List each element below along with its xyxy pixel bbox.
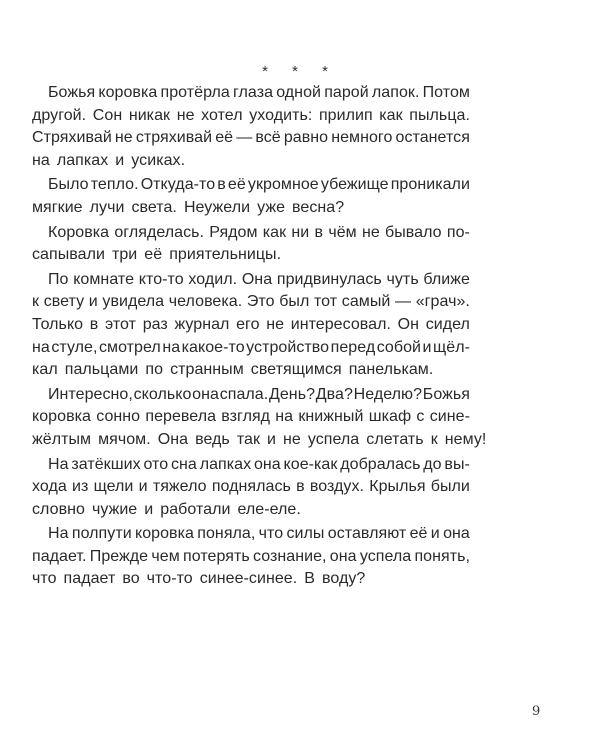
text-line: что падает во что-то синее-синее. В воду? — [32, 570, 366, 588]
text-line: на стуле, смотрел на какое-то устройство перед собой и щёл- — [32, 338, 470, 356]
text-line: сапывали три её приятельницы. — [32, 246, 282, 264]
text-line: хода из щели и тяжело поднялась в воздух. Крылья были — [32, 478, 470, 496]
paragraph — [32, 174, 470, 219]
text-line: словно чужие и работали еле-еле. — [32, 500, 301, 518]
text-line: Стряхивай не стряхивай её — всё равно немного останется — [32, 129, 470, 147]
paragraph — [32, 523, 470, 591]
paragraph — [32, 222, 470, 267]
section-separator: * * * — [262, 63, 338, 80]
text-line: Только в этот раз журнал его не интересовал. Он сидел — [32, 315, 470, 333]
text-line: По комнате кто-то ходил. Она придвинулась чуть ближе — [48, 270, 470, 288]
text-line: коровка сонно перевела взгляд на книжный шкаф с сине- — [32, 408, 470, 426]
text-line: кал пальцами по странным светящимся панелькам. — [32, 361, 434, 379]
paragraph — [32, 384, 487, 452]
text-line: жёлтым мячом. Она ведь так и не успела слетать к нему! — [32, 430, 487, 448]
body-text — [32, 82, 487, 593]
text-line: Божья коровка протёрла глаза одной парой лапок. Потом — [48, 84, 470, 101]
paragraph — [32, 269, 470, 382]
text-line: к свету и увидела человека. Это был тот самый — «грач». — [32, 293, 470, 311]
text-line: падает. Прежде чем потерять сознание, она успела понять, — [32, 547, 470, 565]
text-line: другой. Сон никак не хотел уходить: прилип как пыльца. — [32, 106, 470, 124]
text-line: мягкие лучи света. Неужели уже весна? — [32, 198, 345, 216]
text-line: на лапках и усиках. — [32, 151, 186, 169]
text-line: Интересно, сколько она спала. День? Два? Неделю? Божья — [48, 385, 470, 403]
paragraph — [32, 454, 470, 522]
page-number: 9 — [532, 704, 541, 719]
text-line: Было тепло. Откуда-то в её укромное убежище проникали — [48, 176, 470, 194]
text-line: Коровка огляделась. Рядом как ни в чём не бывало по- — [48, 223, 470, 241]
text-line: На затёкших ото сна лапках она кое-как добралась до вы- — [48, 455, 470, 473]
paragraph — [32, 82, 470, 172]
text-line: На полпути коровка поняла, что силы оставляют её и она — [48, 525, 470, 543]
